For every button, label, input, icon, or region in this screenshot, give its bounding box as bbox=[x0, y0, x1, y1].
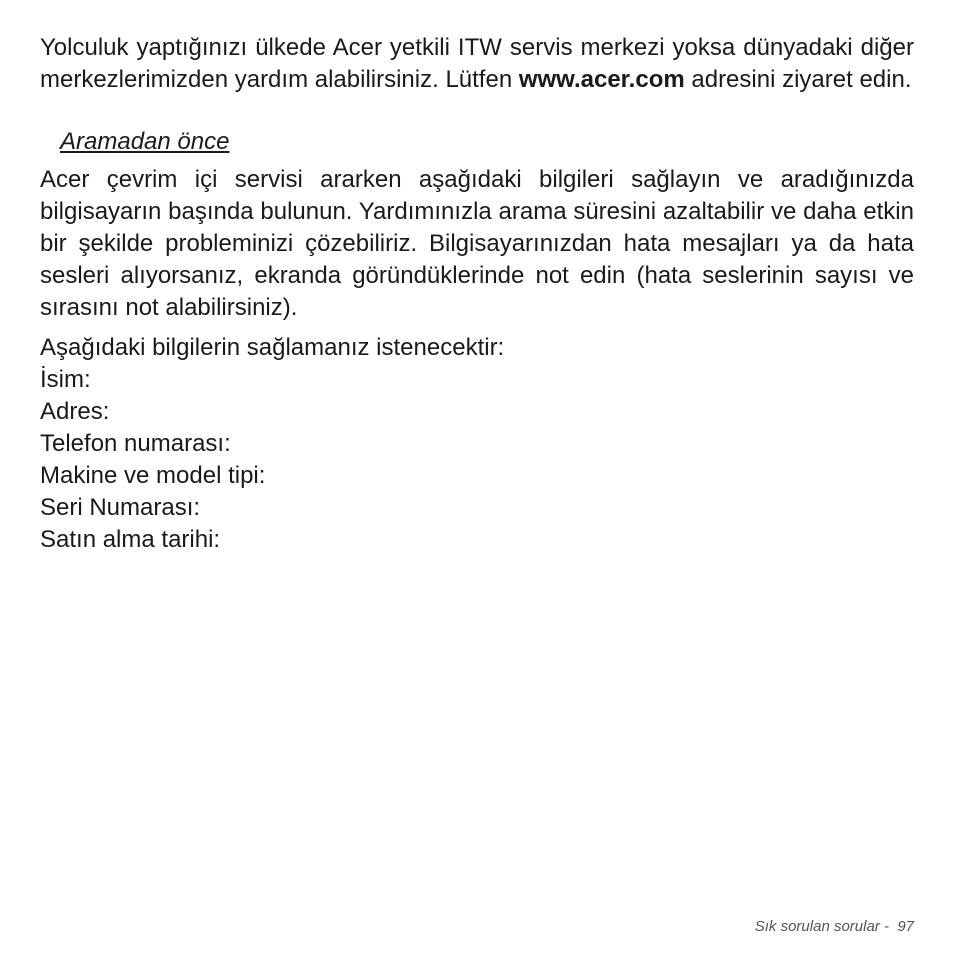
list-item-name: İsim: bbox=[40, 366, 91, 393]
document-body bbox=[40, 32, 914, 556]
list-item-phone: Telefon numarası: bbox=[40, 430, 231, 457]
intro-text-before: Yolculuk yaptığınızı ülkede Acer yetkili ITW servis merkezi yoksa dünyadaki diğer merkezlerimizden yardım alabilirsiniz. Lütfen bbox=[40, 34, 914, 93]
section-paragraph: Acer çevrim içi servisi ararken aşağıdaki bilgileri sağlayın ve aradığınızda bilgisayarın başında bulunun. Yardımınızla arama süresini azaltabilir ve daha etkin bir şekilde probleminizi çözebiliriz. Bilgisayarınızdan hata mesajları ya da hata sesleri alıyorsanız, ekranda göründüklerinde not edin (hata seslerinin sayısı ve sırasını not alabilirsiniz). bbox=[40, 166, 914, 321]
intro-paragraph bbox=[40, 32, 914, 96]
list-intro: Aşağıdaki bilgilerin sağlamanız istenecektir: bbox=[40, 334, 505, 361]
list-item-model: Makine ve model tipi: bbox=[40, 462, 266, 489]
intro-text-after: adresini ziyaret edin. bbox=[684, 66, 912, 93]
section-heading: Aramadan önce bbox=[60, 128, 230, 155]
list-item-purchase-date: Satın alma tarihi: bbox=[40, 526, 221, 553]
list-item-serial: Seri Numarası: bbox=[40, 494, 201, 521]
list-item-address: Adres: bbox=[40, 398, 110, 425]
acer-website-link: www.acer.com bbox=[518, 66, 685, 93]
required-info-list bbox=[40, 364, 914, 556]
page-footer bbox=[755, 918, 914, 935]
page-number: 97 bbox=[897, 918, 914, 935]
footer-section-name: Sık sorulan sorular - bbox=[754, 918, 889, 935]
